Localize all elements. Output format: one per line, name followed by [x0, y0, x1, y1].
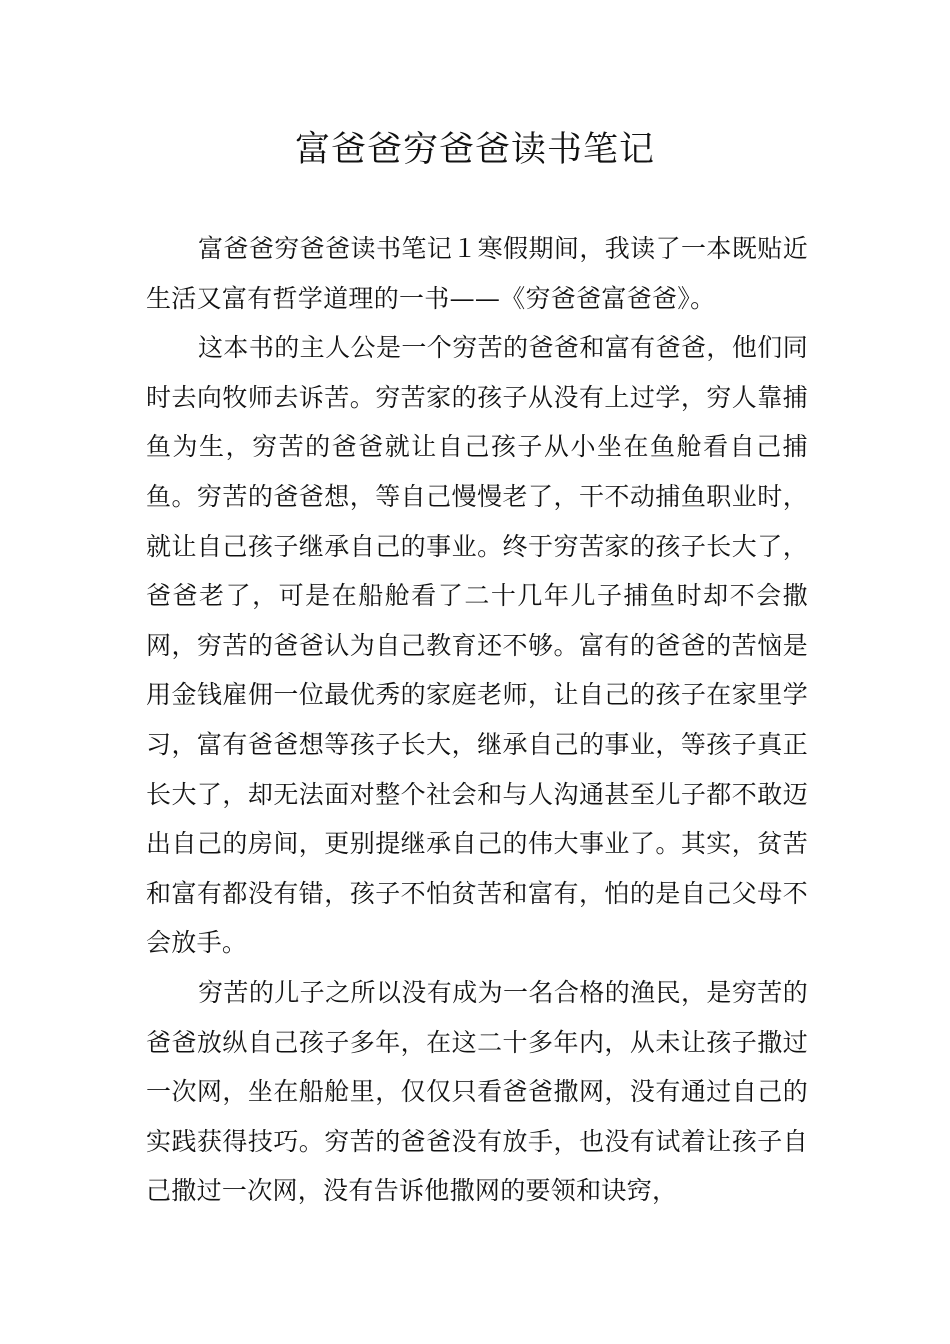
- document-title: 富爸爸穷爸爸读书笔记: [294, 130, 655, 170]
- paragraph-2: 这本书的主人公是一个穷苦的爸爸和富有爸爸，他们同时去向牧师去诉苦。穷苦家的孩子从没有上过学，穷人靠捕鱼为生，穷苦的爸爸就让自己孩子从小坐在鱼舱看自己捕鱼。穷苦的爸爸想，等自己慢慢老了，干不动捕鱼职业时，就让自己孩子继承自己的事业。终于穷苦家的孩子长大了，爸爸老了，可是在船舱看了二十几年儿子捕鱼时却不会撒网，穷苦的爸爸认为自己教育还不够。富有的爸爸的苦恼是用金钱雇佣一位最优秀的家庭老师，让自己的孩子在家里学习，富有爸爸想等孩子长大，继承自己的事业，等孩子真正长大了，却无法面对整个社会和与人沟通甚至儿子都不敢迈出自己的房间，更别提继承自己的伟大事业了。其实，贫苦和富有都没有错，孩子不怕贫苦和富有，怕的是自己父母不会放手。: [146, 333, 808, 958]
- paragraph-3: 穷苦的儿子之所以没有成为一名合格的渔民，是穷苦的爸爸放纵自己孩子多年，在这二十多年内，从未让孩子撒过一次网，坐在船舱里，仅仅只看爸爸撒网，没有通过自己的实践获得技巧。穷苦的爸爸没有放手，也没有试着让孩子自己撒过一次网，没有告诉他撒网的要领和诀窍，: [146, 977, 808, 1206]
- document-body: [146, 224, 808, 1216]
- paragraph-1: 富爸爸穷爸爸读书笔记１寒假期间，我读了一本既贴近生活又富有哲学道理的一书——《穷爸爸富爸爸》。: [146, 234, 808, 313]
